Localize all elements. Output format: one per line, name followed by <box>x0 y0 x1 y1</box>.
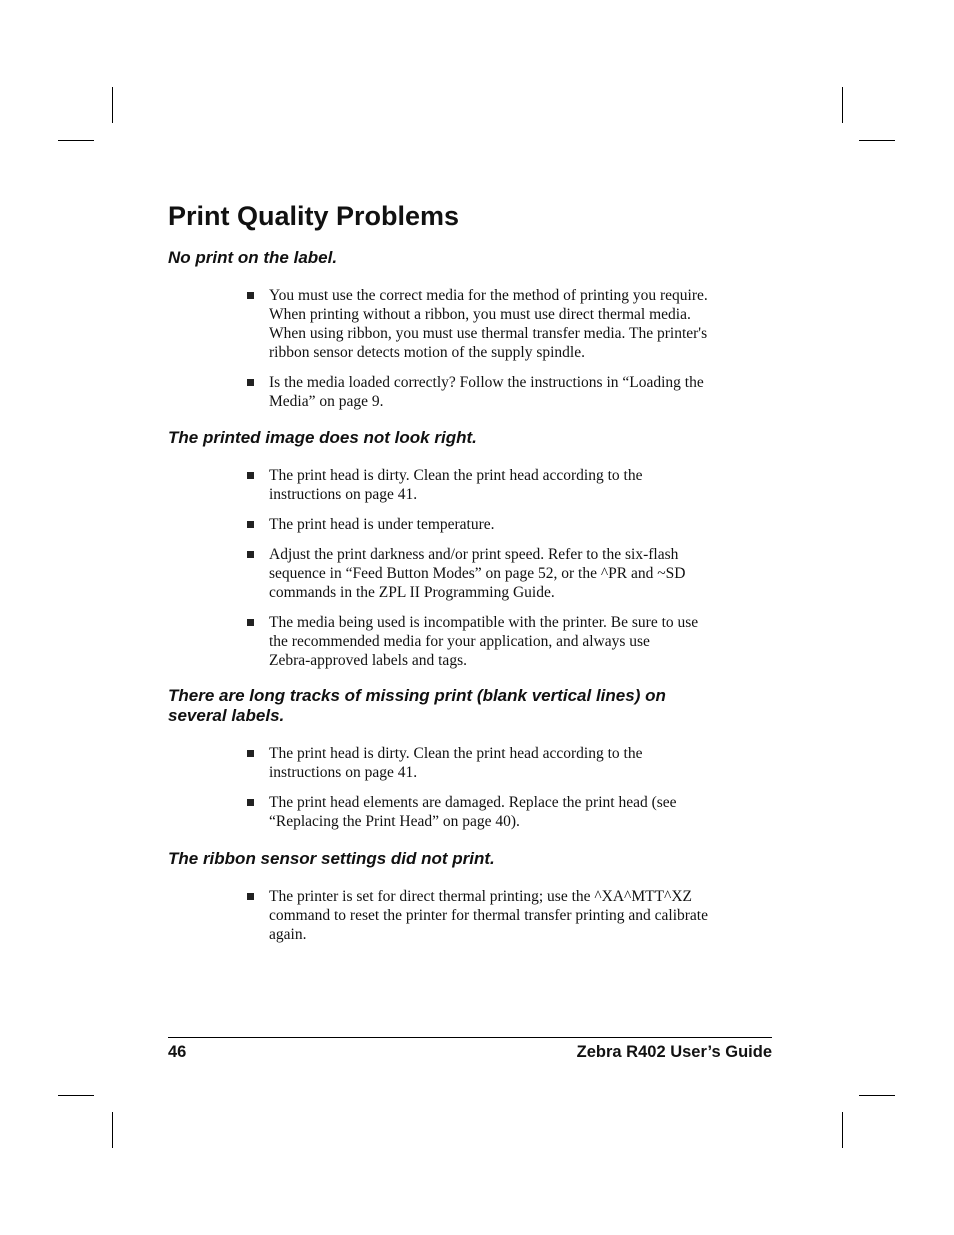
crop-mark <box>859 1095 895 1096</box>
crop-mark <box>58 140 94 141</box>
bullet-icon <box>247 521 254 528</box>
bullet-icon <box>247 893 254 900</box>
bullet-list <box>168 286 788 411</box>
crop-mark <box>112 1112 113 1148</box>
crop-mark <box>842 1112 843 1148</box>
bullet-icon <box>247 750 254 757</box>
crop-mark <box>842 87 843 123</box>
bullet-list <box>168 744 788 831</box>
list-item: Is the media loaded correctly? Follow the instructions in “Loading the Media” on page 9. <box>168 373 759 411</box>
section-heading: The ribbon sensor settings did not print. <box>168 849 495 868</box>
page-title: Print Quality Problems <box>168 201 460 231</box>
bullet-icon <box>247 472 254 479</box>
bullet-icon <box>247 619 254 626</box>
bullet-icon <box>247 799 254 806</box>
bullet-icon <box>247 292 254 299</box>
list-item: You must use the correct media for the method of printing you require. When printing without a ribbon, you must use direct thermal media. When using ribbon, you must use thermal transfer media. The printer's ribbon sensor detects motion of the supply spindle. <box>168 286 759 362</box>
list-item: The print head is dirty. Clean the print head according to the instructions on page 41. <box>168 744 759 782</box>
footer-rule <box>168 1037 772 1038</box>
bullet-icon <box>247 379 254 386</box>
crop-mark <box>58 1095 94 1096</box>
bullet-icon <box>247 551 254 558</box>
page-number: 46 <box>168 1043 187 1061</box>
section-missing-print <box>168 686 788 842</box>
bullet-list <box>168 887 788 944</box>
section-heading: The printed image does not look right. <box>168 428 477 447</box>
list-item: The print head is under temperature. <box>168 515 759 534</box>
section-heading: No print on the label. <box>168 248 338 267</box>
list-item: The printer is set for direct thermal printing; use the ^XA^MTT^XZ command to reset the printer for thermal transfer printing and calibrate again. <box>168 887 759 944</box>
section-heading: There are long tracks of missing print (blank vertical lines) on several labels. <box>168 686 666 725</box>
list-item: The print head elements are damaged. Replace the print head (see “Replacing the Print Head” on page 40). <box>168 793 759 831</box>
list-item: The media being used is incompatible with the printer. Be sure to use the recommended media for your application, and always use Zebra-approved labels and tags. <box>168 613 759 670</box>
list-item: The print head is dirty. Clean the print head according to the instructions on page 41. <box>168 466 759 504</box>
crop-mark <box>859 140 895 141</box>
list-item: Adjust the print darkness and/or print speed. Refer to the six-flash sequence in “Feed Button Modes” on page 52, or the ^PR and ~SD commands in the ZPL II Programming Guide. <box>168 545 759 602</box>
section-ribbon-sensor <box>168 849 788 955</box>
bullet-list <box>168 466 788 670</box>
crop-mark <box>112 87 113 123</box>
section-no-print <box>168 248 788 422</box>
section-image-not-right <box>168 428 788 681</box>
guide-title: Zebra R402 User’s Guide <box>576 1043 772 1061</box>
